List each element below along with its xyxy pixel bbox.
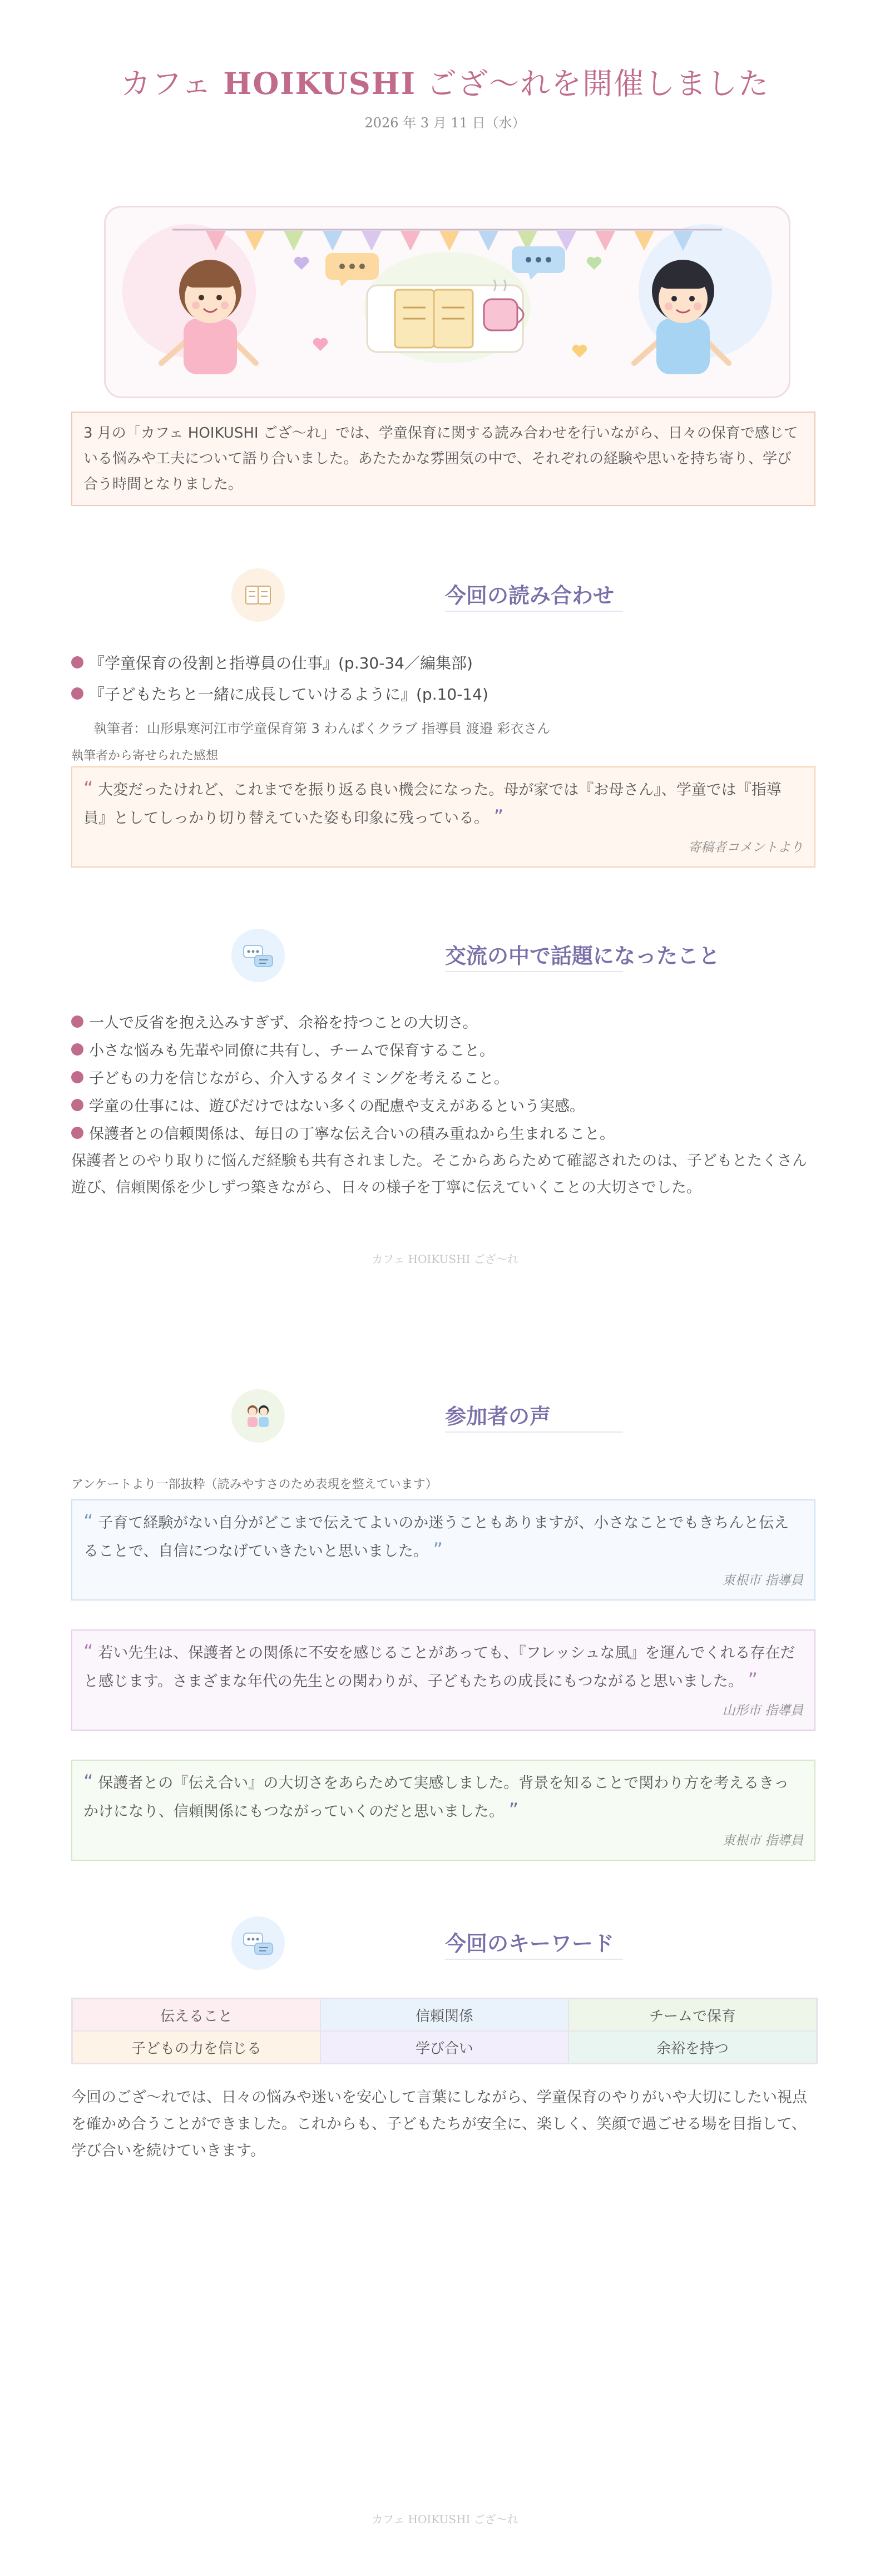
event-date: 2026 年 3 月 11 日（水） bbox=[364, 115, 526, 131]
hero-illustration bbox=[104, 206, 790, 398]
bullet-dot bbox=[71, 687, 83, 700]
keyword-cell: 学び合い bbox=[320, 2031, 568, 2063]
quote-source: 東根市 指導員 bbox=[722, 1573, 803, 1588]
quote-text: 子育て経験がない自分がどこまで伝えてよいのか迷うこともありますが、小さなことでもきちんと伝えることで、自信につなげていきたいと思いました。 bbox=[83, 1514, 789, 1560]
quote-text: 若い先生は、保護者との関係に不安を感じることがあっても、『フレッシュな風』を運んでくれる存在だと感じます。さまざまな年代の先生との関わりが、子どもたちの成長にもつながると思いました。 bbox=[83, 1644, 795, 1690]
intro-box: 3 月の「カフェ HOIKUSHI ござ〜れ」では、学童保育に関する読み合わせを行いながら、日々の保育で感じている悩みや工夫について語り合いました。あたたかな雰囲気の中で、それぞれの経験や思いを持ち寄り、学び合う時間となりました。 bbox=[71, 412, 815, 506]
bullet-dot bbox=[71, 1043, 83, 1056]
quote-text: 保護者との『伝え合い』の大切さをあらためて実感しました。背景を知ることで関わり方を考えるきっかけになり、信頼関係にもつながっていくのだと思いました。 bbox=[83, 1775, 789, 1820]
keywords-section-header bbox=[0, 1916, 890, 1978]
heading-underline bbox=[445, 971, 623, 972]
people-icon bbox=[231, 1389, 285, 1443]
impression-label: 執筆者から寄せられた感想 bbox=[71, 749, 219, 763]
topic-item-text: 学童の仕事には、遊びだけではない多くの配慮や支えがあるという実感。 bbox=[89, 1098, 585, 1115]
quote-text: 大変だったけれど、これまでを振り返る良い機会になった。母が家では『お母さん』、学童では『指導員』としてしっかり切り替えていた姿も印象に残っている。 bbox=[83, 781, 782, 827]
voice-quote: “ 保護者との『伝え合い』の大切さをあらためて実感しました。背景を知ることで関わり方を考えるきっかけになり、信頼関係にもつながっていくのだと思いました。 ” 東根市 指導員 bbox=[71, 1760, 815, 1861]
topic-item-text: 保護者との信頼関係は、毎日の丁寧な伝え合いの積み重ねから生まれること。 bbox=[89, 1126, 615, 1143]
keyword-cell: 子どもの力を信じる bbox=[72, 2031, 320, 2063]
bullet-dot bbox=[71, 1071, 83, 1083]
voice-quote: “ 若い先生は、保護者との関係に不安を感じることがあっても、『フレッシュな風』を運んでくれる存在だと感じます。さまざまな年代の先生との関わりが、子どもたちの成長にもつながると思いました。 ” 山形市 指導員 bbox=[71, 1629, 815, 1731]
voice-quote: “ 子育て経験がない自分がどこまで伝えてよいのか迷うこともありますが、小さなことでもきちんと伝えることで、自信につなげていきたいと思いました。 ” 東根市 指導員 bbox=[71, 1499, 815, 1601]
reading-item-text: 『子どもたちと一緒に成長していけるように』(p.10-14) bbox=[89, 685, 488, 704]
keyword-cell: 信頼関係 bbox=[320, 1999, 568, 2031]
page-footer: カフェ HOIKUSHI ござ〜れ bbox=[372, 1252, 518, 1266]
heading-underline bbox=[445, 611, 623, 612]
bullet-dot bbox=[71, 656, 83, 668]
topic-item bbox=[71, 1038, 495, 1060]
keyword-table bbox=[71, 1998, 818, 2064]
survey-note: アンケートより一部抜粋（読みやすさのため表現を整えています） bbox=[71, 1478, 438, 1492]
keyword-cell: チームで保育 bbox=[568, 1999, 817, 2031]
book-and-cup-illustration bbox=[367, 280, 523, 352]
closing-paragraph: 今回のござ〜れでは、日々の悩みや迷いを安心して言葉にしながら、学童保育のやりがいや大切にしたい視点を確かめ合うことができました。これからも、子どもたちが安全に、楽しく、笑顔で過ごせる場を目指して、学び合いを続けていきます。 bbox=[71, 2089, 807, 2159]
title-suffix: ござ〜れを開催しました bbox=[416, 66, 770, 101]
reading-heading: 今回の読み合わせ bbox=[445, 583, 615, 608]
quote-source: 山形市 指導員 bbox=[722, 1703, 803, 1718]
bullet-dot bbox=[71, 1015, 83, 1028]
chat-icon bbox=[231, 1916, 285, 1970]
reading-item-text: 『学童保育の役割と指導員の仕事』(p.30-34／編集部) bbox=[89, 654, 473, 672]
bunting-flags bbox=[206, 231, 693, 251]
bullet-dot bbox=[71, 1099, 83, 1111]
keyword-cell: 伝えること bbox=[72, 1999, 320, 2031]
bullet-dot bbox=[71, 1127, 83, 1139]
heading-underline bbox=[445, 1431, 623, 1433]
title-prefix: カフェ bbox=[120, 66, 224, 101]
topic-item bbox=[71, 1094, 585, 1116]
heading-underline bbox=[445, 1959, 623, 1960]
reading-section-header bbox=[0, 568, 890, 630]
topic-item bbox=[71, 1122, 615, 1143]
voices-heading: 参加者の声 bbox=[445, 1404, 551, 1429]
keyword-cell: 余裕を持つ bbox=[568, 2031, 817, 2063]
reading-item bbox=[71, 682, 488, 705]
chat-icon bbox=[231, 929, 285, 982]
voices-section-header bbox=[0, 1389, 890, 1450]
title-brand: HOIKUSHI bbox=[223, 66, 416, 101]
topic-item bbox=[71, 1066, 509, 1088]
book-icon bbox=[231, 568, 285, 622]
quote-source: 東根市 指導員 bbox=[722, 1834, 803, 1848]
topics-heading: 交流の中で話題になったこと bbox=[445, 944, 720, 968]
page-footer: カフェ HOIKUSHI ござ〜れ bbox=[372, 2513, 518, 2526]
topic-item-text: 小さな悩みも先輩や同僚に共有し、チームで保育すること。 bbox=[89, 1042, 495, 1059]
author-line: 執筆者：山形県寒河江市学童保育第 3 わんぱくクラブ 指導員 渡邉 彩衣さん bbox=[93, 721, 551, 736]
keywords-heading: 今回のキーワード bbox=[445, 1931, 615, 1956]
quote-source: 寄稿者コメントより bbox=[688, 840, 803, 855]
page-title bbox=[0, 60, 890, 103]
author-quote: “ 大変だったけれど、これまでを振り返る良い機会になった。母が家では『お母さん』、学童では『指導員』としてしっかり切り替えていた姿も印象に残っている。 ” 寄稿者コメントより bbox=[71, 766, 815, 868]
topics-paragraph: 保護者とのやり取りに悩んだ経験も共有されました。そこからあらためて確認されたのは、子どもとたくさん遊び、信頼関係を少しずつ築きながら、日々の様子を丁寧に伝えていくことの大切さでした。 bbox=[71, 1152, 807, 1196]
reading-item bbox=[71, 651, 473, 673]
topic-item bbox=[71, 1010, 478, 1032]
topic-item-text: 子どもの力を信じながら、介入するタイミングを考えること。 bbox=[89, 1070, 509, 1087]
topics-section-header bbox=[0, 929, 890, 990]
topic-item-text: 一人で反省を抱え込みすぎず、余裕を持つことの大切さ。 bbox=[89, 1014, 478, 1032]
